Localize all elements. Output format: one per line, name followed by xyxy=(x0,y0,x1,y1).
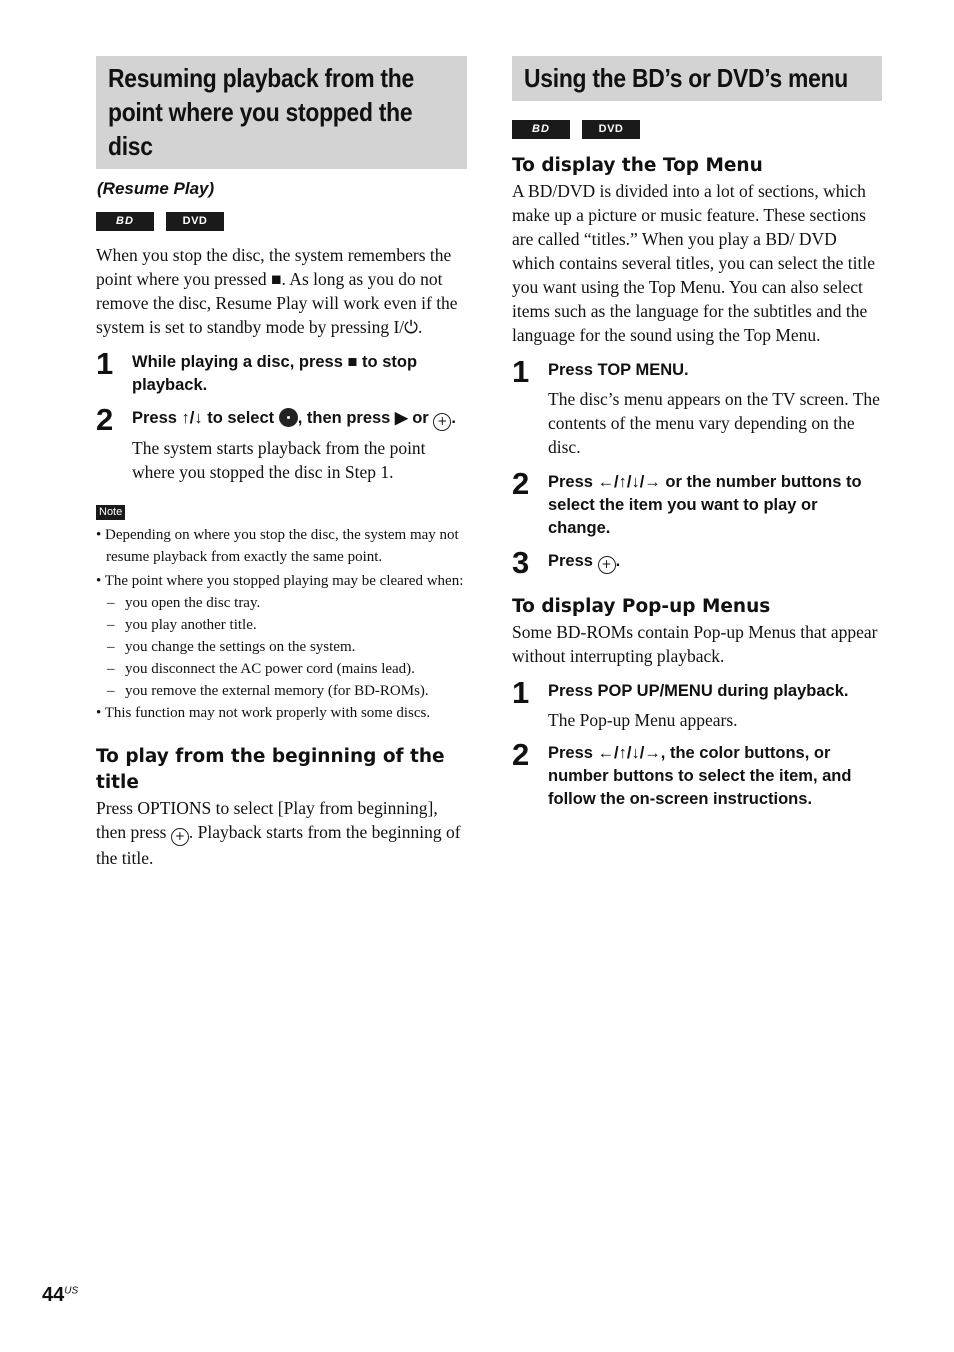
step-title: Press TOP MENU. xyxy=(548,361,689,379)
step-title: Press ←/↑/↓/→, the color buttons, or number buttons to select the item, and follow the on-screen instructions. xyxy=(548,744,852,808)
step-description: The system starts playback from the point where you stopped the disc in Step 1. xyxy=(132,438,426,482)
step-description: The disc’s menu appears on the TV screen. The contents of the menu vary depending on the disc. xyxy=(548,389,880,457)
note-block xyxy=(96,502,467,724)
note-sub-item: – you remove the external memory (for BD-ROMs). xyxy=(107,683,429,699)
step-number: 2 xyxy=(512,466,530,501)
disc-resume-icon xyxy=(279,408,298,427)
bd-badge: BD xyxy=(96,212,154,231)
top-menu-text: A BD/DVD is divided into a lot of sections, which make up a picture or music feature. These sections are called “titles.” When you play a BD/ DVD which contains several titles, you can select the title you want using the Top Menu. You can also select items such as the language for the subtitles and the language for the sound using the Top Menu. xyxy=(512,181,876,345)
top-menu-step-1 xyxy=(512,354,882,459)
dvd-badge: DVD xyxy=(166,212,224,231)
popup-step-1 xyxy=(512,675,882,732)
step-title xyxy=(548,550,882,574)
disc-type-badges xyxy=(512,120,882,139)
step-title-text: Press ↑/↓ to select xyxy=(132,409,275,427)
region-code: US xyxy=(64,1285,79,1297)
body-text-part: Press OPTIONS to select [Play from beginning], then press xyxy=(96,798,438,842)
body-text-part: . Playback starts from the beginning of the title. xyxy=(96,822,461,868)
top-menu-step-2 xyxy=(512,466,882,540)
top-menu-step-3 xyxy=(512,545,882,580)
step-number: 1 xyxy=(512,354,530,389)
step-title: Press ←/↑/↓/→ or the number buttons to select the item you want to play or change. xyxy=(548,473,862,537)
enter-button-icon: + xyxy=(598,556,616,574)
section-title-line: Resuming playback from the xyxy=(108,63,414,93)
step-number: 2 xyxy=(512,737,530,772)
play-from-beginning-heading: To play from the beginning of the title xyxy=(96,746,445,793)
note-list xyxy=(96,524,467,724)
step-title-text: , then press ▶ or xyxy=(297,409,429,427)
left-column xyxy=(96,56,467,870)
disc-type-badges xyxy=(96,212,467,231)
note-item: • This function may not work properly with some discs. xyxy=(96,705,431,721)
page-number-value: 44 xyxy=(42,1284,65,1306)
popup-step-2 xyxy=(512,737,882,811)
popup-menu-text: Some BD-ROMs contain Pop-up Menus that appear without interrupting playback. xyxy=(512,622,878,666)
section-title-resume xyxy=(96,56,467,169)
enter-button-icon: + xyxy=(171,828,189,846)
step-title-text: Press xyxy=(548,552,593,570)
enter-button-icon: + xyxy=(433,413,451,431)
top-menu-heading: To display the Top Menu xyxy=(512,155,763,176)
section-title-menu xyxy=(512,56,882,101)
play-from-beginning-text xyxy=(96,796,467,870)
page-number xyxy=(42,1284,78,1307)
note-sub-item: – you play another title. xyxy=(107,617,257,633)
step-description: The Pop-up Menu appears. xyxy=(548,710,738,730)
note-label: Note xyxy=(96,505,125,520)
resume-play-subtitle: (Resume Play) xyxy=(97,179,215,198)
step-number: 3 xyxy=(512,545,530,580)
dvd-badge: DVD xyxy=(582,120,640,139)
step-title-text: . xyxy=(451,409,456,427)
right-column xyxy=(512,56,882,811)
step-number: 1 xyxy=(96,346,114,381)
section-title-line: disc xyxy=(108,131,153,161)
step-title xyxy=(132,407,467,431)
step-title: While playing a disc, press ■ to stop playback. xyxy=(132,353,418,394)
popup-menu-heading: To display Pop-up Menus xyxy=(512,596,771,617)
note-sub-item: – you open the disc tray. xyxy=(107,595,261,611)
note-item: • The point where you stopped playing may be cleared when: xyxy=(96,573,464,589)
step-number: 2 xyxy=(96,402,114,437)
step-title-text: . xyxy=(615,552,621,570)
step-1 xyxy=(96,346,467,397)
step-number: 1 xyxy=(512,675,530,710)
bd-badge: BD xyxy=(512,120,570,139)
step-2 xyxy=(96,402,467,484)
section-title-line: Using the BD’s or DVD’s menu xyxy=(524,63,848,93)
section-title-line: point where you stopped the xyxy=(108,97,413,127)
note-item: • Depending on where you stop the disc, the system may not resume playback from exactly the same point. xyxy=(96,527,459,565)
note-sub-item: – you disconnect the AC power cord (mains lead). xyxy=(107,661,415,677)
note-sub-item: – you change the settings on the system. xyxy=(107,639,356,655)
resume-intro: When you stop the disc, the system remembers the point where you pressed ■. As long as you do not remove the disc, Resume Play will work even if the system is set to standby mode by pressing I/⏻. xyxy=(96,245,458,337)
step-title: Press POP UP/MENU during playback. xyxy=(548,682,849,700)
